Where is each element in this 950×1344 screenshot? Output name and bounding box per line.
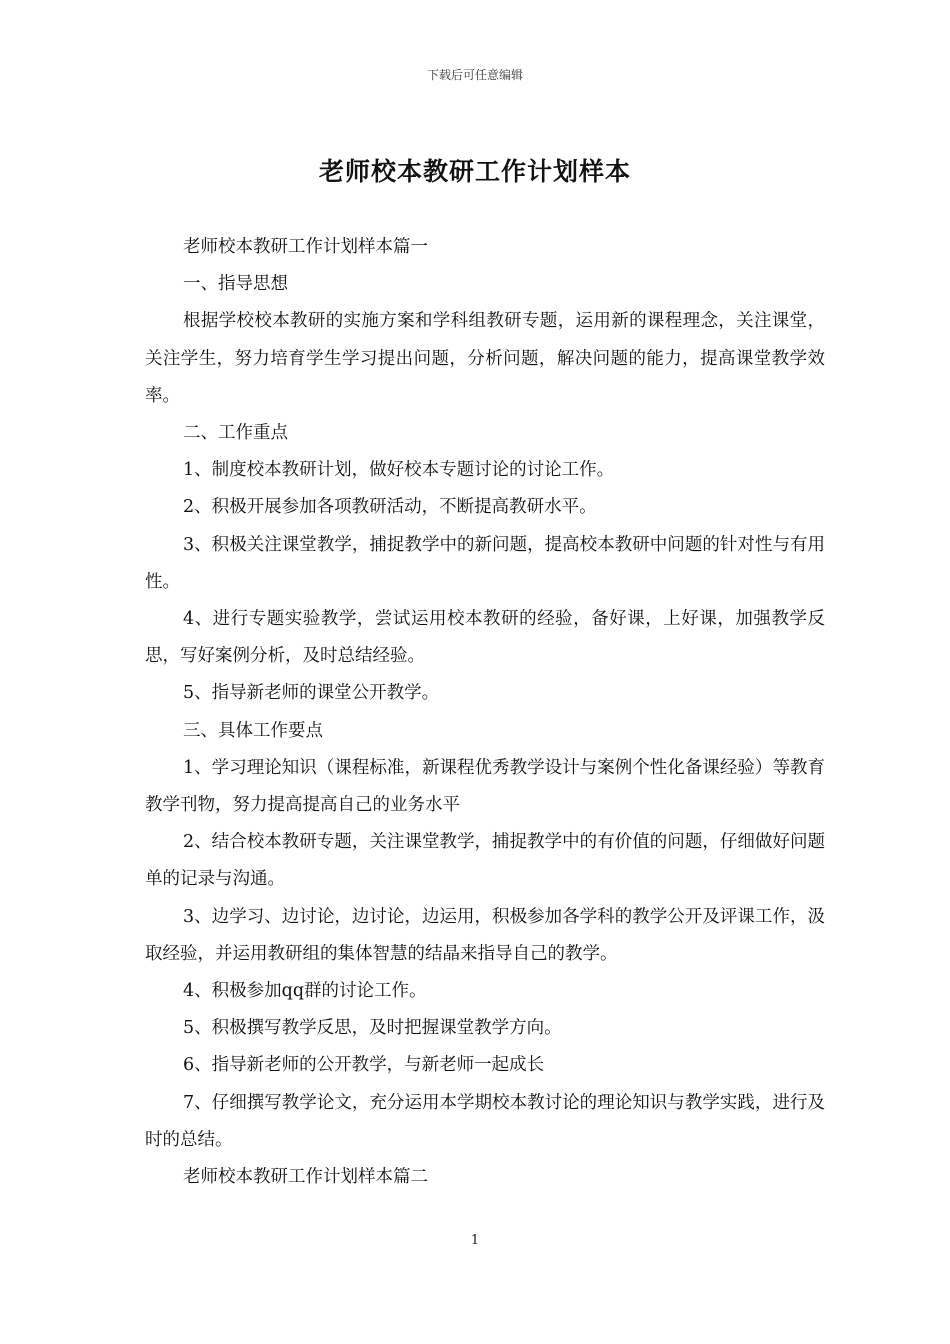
list-item-focus-5: 5、指导新老师的课堂公开教学。: [183, 683, 440, 704]
list-item-point-6: 6、指导新老师的公开教学，与新老师一起成长: [183, 1055, 545, 1076]
list-item-point-2: 2、结合校本教研专题，关注课堂教学，捕捉教学中的有价值的问题，仔细做好问题单的记录与沟通。: [145, 832, 825, 890]
section-heading-part-one: 老师校本教研工作计划样本篇一: [183, 237, 428, 257]
list-item-focus-1: 1、制度校本教研计划，做好校本专题讨论的讨论工作。: [183, 460, 615, 481]
paragraph-guiding-idea: 根据学校校本教研的实施方案和学科组教研专题，运用新的课程理念，关注课堂，关注学生，努力培育学生学习提出问题，分析问题，解决问题的能力，提高课堂教学效率。: [145, 311, 825, 406]
document-body: [145, 229, 825, 1196]
section-heading-key-points: 三、具体工作要点: [183, 720, 323, 741]
document-title: 老师校本教研工作计划样本: [318, 157, 631, 186]
list-item-point-4: 4、积极参加qq群的讨论工作。: [183, 981, 427, 1002]
section-heading-work-focus: 二、工作重点: [183, 423, 288, 444]
list-item-point-5: 5、积极撰写教学反思，及时把握课堂教学方向。: [183, 1018, 562, 1039]
page-header-note: 下载后可任意编辑: [426, 68, 523, 82]
section-heading-guiding-idea: 一、指导思想: [183, 274, 288, 295]
section-heading-part-two: 老师校本教研工作计划样本篇二: [183, 1167, 428, 1188]
list-item-focus-2: 2、积极开展参加各项教研活动，不断提高教研水平。: [183, 497, 597, 518]
list-item-focus-4: 4、进行专题实验教学，尝试运用校本教研的经验，备好课，上好课，加强教学反思，写好案例分析，及时总结经验。: [145, 609, 825, 667]
list-item-point-7: 7、仔细撰写教学论文，充分运用本学期校本教讨论的理论知识与教学实践，进行及时的总结。: [145, 1092, 825, 1150]
page-number: 1: [470, 1233, 480, 1248]
list-item-focus-3: 3、积极关注课堂教学，捕捉教学中的新问题，提高校本教研中问题的针对性与有用性。: [145, 534, 825, 592]
list-item-point-1: 1、学习理论知识（课程标准，新课程优秀教学设计与案例个性化备课经验）等教育教学刊物，努力提高提高自己的业务水平: [145, 757, 825, 816]
list-item-point-3: 3、边学习、边讨论，边讨论，边运用，积极参加各学科的教学公开及评课工作，汲取经验，并运用教研组的集体智慧的结晶来指导自己的教学。: [145, 906, 825, 964]
